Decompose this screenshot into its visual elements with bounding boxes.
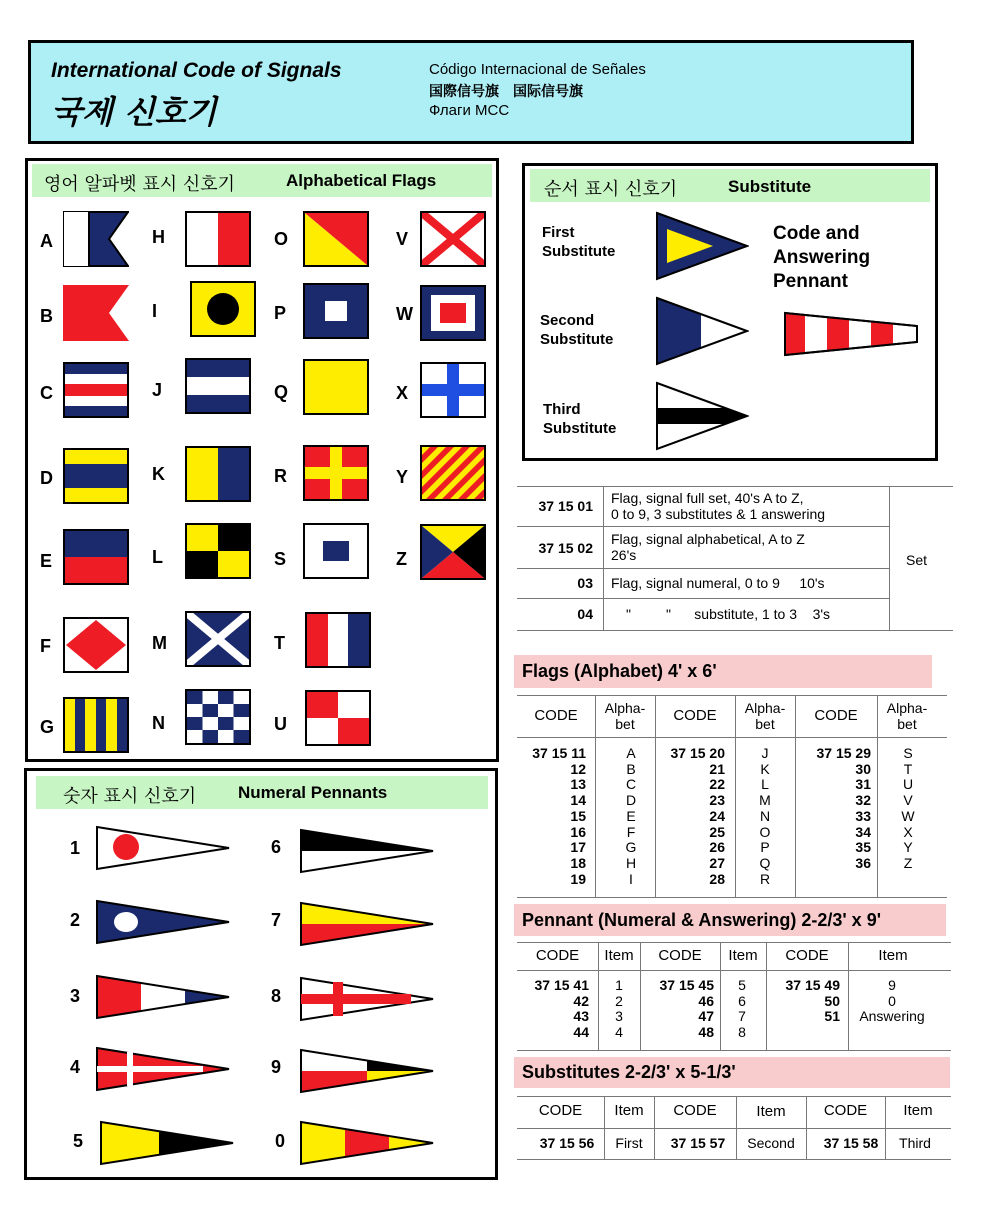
- letter-o: O: [274, 229, 289, 249]
- alphabetical-title-ko: 영어 알파벳 표시 신호기: [44, 174, 236, 195]
- subst-item-second: Second: [747, 1135, 795, 1151]
- header-banner: [28, 40, 914, 144]
- flag-t: [305, 612, 371, 668]
- flag-p: [303, 283, 369, 339]
- flags-codes-1: 37 15 11 12 13 14 15 16 17 18 19: [532, 745, 586, 887]
- letter-z: Z: [396, 549, 407, 569]
- numeral-3: 3: [70, 986, 81, 1006]
- letter-b: B: [40, 306, 53, 326]
- letter-a: A: [40, 231, 53, 251]
- flags-alphabet-title: Flags (Alphabet) 4' x 6': [514, 655, 932, 688]
- answering-pennant-label: Code and Answering Pennant: [773, 223, 871, 292]
- pennant-header-item-2: Item: [728, 947, 758, 964]
- subst-item-first: First: [615, 1135, 643, 1151]
- pennant-codes-2: 37 15 45 46 47 48: [659, 977, 714, 1041]
- substitutes-table-title: Substitutes 2-2/3' x 5-1/3': [514, 1057, 950, 1088]
- numeral-title-en: Numeral Pennants: [238, 783, 388, 802]
- letter-f: F: [40, 636, 51, 656]
- pennant-header-code-1: CODE: [535, 947, 580, 964]
- letter-g: G: [40, 717, 55, 737]
- letter-r: R: [274, 466, 287, 486]
- pennant-table-title: Pennant (Numeral & Answering) 2-2/3' x 9': [514, 904, 946, 936]
- first-substitute-label: First Substitute: [542, 224, 616, 260]
- flag-e: [63, 529, 129, 585]
- first-substitute-pennant: [655, 211, 749, 281]
- alphabetical-flags-panel: [25, 158, 499, 762]
- pennant-header-code-2: CODE: [658, 947, 702, 964]
- flag-s: [303, 523, 369, 579]
- pennant-1: [95, 825, 231, 871]
- flag-c: [63, 362, 129, 418]
- numeral-title-ko: 숫자 표시 신호기: [63, 786, 197, 807]
- pennant-0: [299, 1120, 435, 1166]
- pennant-6: [299, 828, 435, 874]
- flag-y: [420, 445, 486, 501]
- letter-l: L: [152, 547, 163, 567]
- pennant-header-code-3: CODE: [785, 947, 829, 964]
- flags-letters-2: J K L M N O P Q R: [759, 745, 771, 887]
- numeral-7: 7: [271, 910, 282, 930]
- pennant-3: [95, 974, 231, 1020]
- flags-header-alphabet-2: Alpha- bet: [744, 700, 786, 732]
- letter-c: C: [40, 383, 53, 403]
- letter-t: T: [274, 633, 285, 653]
- letter-i: I: [152, 301, 158, 321]
- flag-h: [185, 211, 251, 267]
- set-desc-3: Flag, signal numeral, 0 to 9 10's: [611, 575, 825, 591]
- flag-f: [63, 617, 129, 673]
- flag-n: [185, 689, 251, 745]
- flag-l: [185, 523, 251, 579]
- flags-codes-2: 37 15 20 21 22 23 24 25 26 27 28: [670, 745, 725, 887]
- third-substitute-label: Third Substitute: [543, 401, 617, 437]
- subst-item-third: Third: [899, 1135, 931, 1151]
- alphabetical-title-en: Alphabetical Flags: [286, 171, 437, 190]
- letter-h: H: [152, 227, 165, 247]
- letter-y: Y: [396, 467, 409, 487]
- set-code-1: 37 15 01: [538, 498, 593, 514]
- subst-code-first: 37 15 56: [539, 1135, 595, 1151]
- flag-i: [190, 281, 256, 337]
- flags-header-code-3: CODE: [814, 707, 858, 724]
- numeral-4: 4: [70, 1057, 81, 1077]
- flags-header-code-1: CODE: [534, 707, 578, 724]
- set-desc-2: Flag, signal alphabetical, A to Z 26's: [611, 531, 805, 563]
- pennant-9: [299, 1048, 435, 1094]
- numeral-pennants-heading: [36, 776, 488, 809]
- pennant-8: [299, 976, 435, 1022]
- flag-g: [63, 697, 129, 753]
- pennant-header-item-1: Item: [604, 947, 634, 964]
- flag-d: [63, 448, 129, 504]
- subst-header-item-3: Item: [903, 1102, 933, 1119]
- answering-pennant: [783, 311, 919, 357]
- flags-codes-3: 37 15 29 30 31 32 33 34 35 36: [816, 745, 871, 871]
- letter-m: M: [152, 633, 167, 653]
- numeral-6: 6: [271, 837, 282, 857]
- pennant-4: [95, 1046, 231, 1092]
- pennant-items-1: 1 2 3 4: [615, 977, 623, 1041]
- flags-header-code-2: CODE: [673, 707, 717, 724]
- title-chinese: 国際信号旗 国际信号旗: [429, 84, 583, 100]
- letter-w: W: [396, 304, 413, 324]
- substitute-title-ko: 순서 표시 신호기: [544, 179, 678, 200]
- pennant-header-item-3: Item: [878, 947, 908, 964]
- letter-s: S: [274, 549, 287, 569]
- letter-n: N: [152, 713, 165, 733]
- letter-u: U: [274, 714, 287, 734]
- flags-letters-1: A B C D E F G H I: [625, 745, 637, 887]
- flag-x: [420, 362, 486, 418]
- flag-q: [303, 359, 369, 415]
- letter-p: P: [274, 303, 287, 323]
- set-code-4: 04: [577, 606, 593, 622]
- third-substitute-pennant: [655, 381, 749, 451]
- subst-code-second: 37 15 57: [670, 1135, 726, 1151]
- flag-z: [420, 524, 486, 580]
- flag-w: [420, 285, 486, 341]
- flag-r: [303, 445, 369, 501]
- title-korean: 국제 신호기: [51, 93, 217, 131]
- set-label: Set: [906, 552, 928, 568]
- pennant-5: [99, 1120, 235, 1166]
- numeral-pennants-panel: [24, 768, 498, 1180]
- flag-o: [303, 211, 369, 267]
- flags-letters-3: S T U V W X Y Z: [901, 745, 915, 871]
- set-desc-4: " " substitute, 1 to 3 3's: [626, 606, 831, 622]
- flag-j: [185, 358, 251, 414]
- flag-k: [185, 446, 251, 502]
- title-spanish: Código Internacional de Señales: [429, 61, 646, 78]
- flag-b: [63, 285, 129, 341]
- set-code-2: 37 15 02: [538, 540, 593, 556]
- flag-m: [185, 611, 251, 667]
- letter-e: E: [40, 551, 53, 571]
- set-desc-1: Flag, signal full set, 40's A to Z, 0 to 9, 3 substitutes & 1 answering: [611, 490, 826, 522]
- substitute-title-en: Substitute: [728, 177, 812, 196]
- letter-k: K: [152, 464, 165, 484]
- pennant-codes-3: 37 15 49 50 51: [785, 977, 840, 1025]
- set-code-3: 03: [577, 575, 593, 591]
- numeral-0: 0: [275, 1131, 286, 1151]
- flag-v: [420, 211, 486, 267]
- title-russian: Флаги МСС: [429, 102, 510, 119]
- title-english: International Code of Signals: [51, 59, 342, 82]
- subst-header-code-2: CODE: [673, 1102, 717, 1119]
- subst-header-item-1: Item: [614, 1102, 644, 1119]
- pennant-codes-1: 37 15 41 42 43 44: [534, 977, 589, 1041]
- numeral-5: 5: [73, 1131, 84, 1151]
- substitute-panel: [522, 163, 938, 461]
- second-substitute-label: Second Substitute: [540, 312, 614, 348]
- alphabetical-flags-heading: [32, 164, 492, 197]
- subst-code-third: 37 15 58: [823, 1135, 879, 1151]
- numeral-2: 2: [70, 910, 81, 930]
- pennant-7: [299, 901, 435, 947]
- letter-x: X: [396, 383, 409, 403]
- letter-q: Q: [274, 382, 289, 402]
- flags-header-alphabet-3: Alpha- bet: [886, 700, 928, 732]
- pennant-items-3: 9 0 Answering: [859, 977, 925, 1025]
- letter-j: J: [152, 380, 163, 400]
- flag-u: [305, 690, 371, 746]
- second-substitute-pennant: [655, 296, 749, 366]
- numeral-1: 1: [70, 838, 81, 858]
- numeral-8: 8: [271, 986, 282, 1006]
- subst-header-code-3: CODE: [823, 1102, 868, 1119]
- pennant-2: [95, 899, 231, 945]
- flags-header-alphabet-1: Alpha- bet: [604, 700, 646, 732]
- substitute-heading: [530, 169, 930, 202]
- letter-v: V: [396, 229, 409, 249]
- flag-a: [63, 211, 129, 267]
- letter-d: D: [40, 468, 53, 488]
- pennant-items-2: 5 6 7 8: [738, 977, 746, 1041]
- numeral-9: 9: [271, 1057, 282, 1077]
- subst-header-code-1: CODE: [538, 1102, 583, 1119]
- subst-header-item-2: Item: [756, 1103, 786, 1120]
